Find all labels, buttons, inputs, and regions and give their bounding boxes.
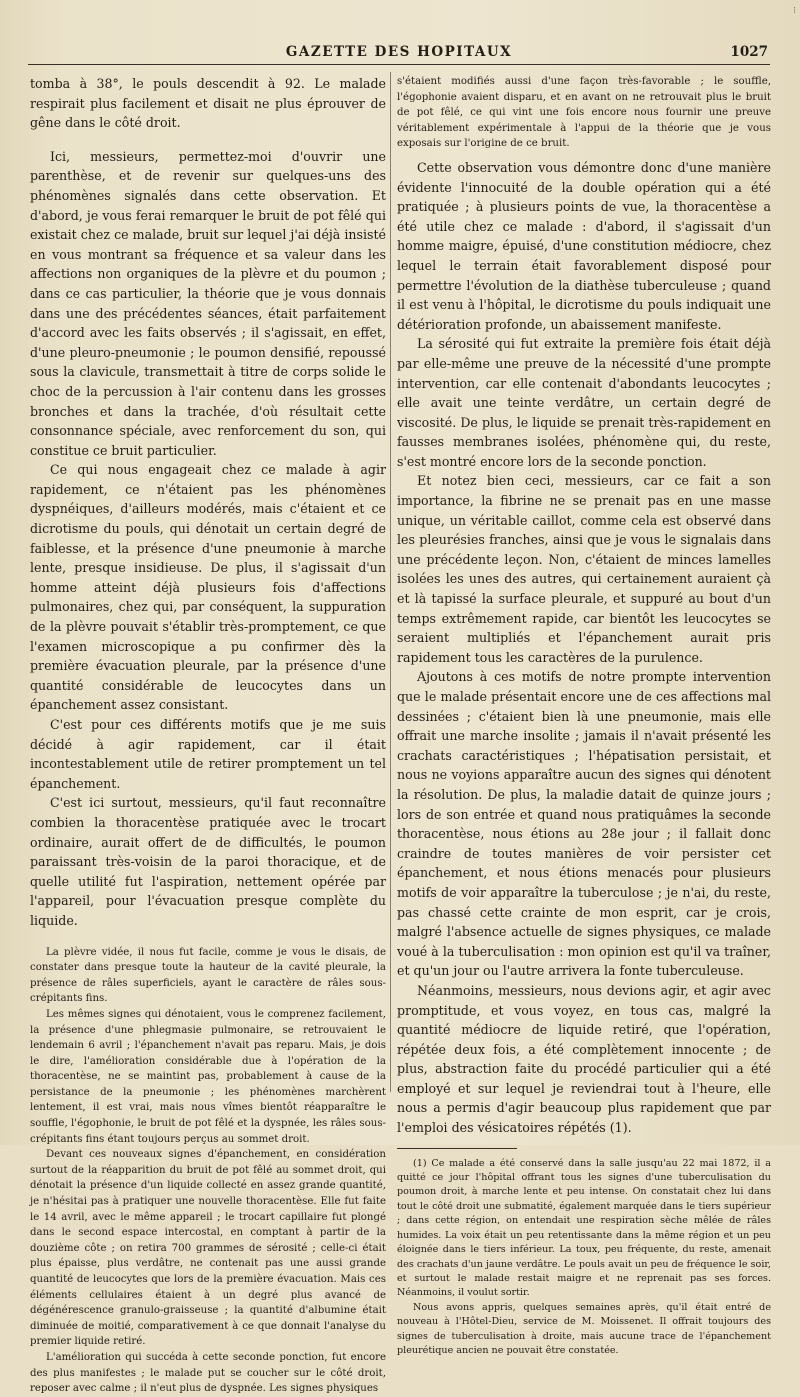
footnote-rule (397, 1148, 517, 1149)
paragraph: tomba à 38°, le pouls descendit à 92. Le malade respirait plus facilement et disait ne plus éprouver de gêne dans le côté droit. (30, 76, 386, 131)
paragraph: Ce qui nous engageait chez ce malade à agir rapidement, ce n'étaient pas les phénomènes dyspnéiques, d'ailleurs modérés, mais c'étaient et ce dicrotisme du pouls, qui dénotait un certain degré de faiblesse, et la présence d'une pneumonie à marche lente, presque insidieuse. De plus, il s'agissait d'un homme atteint déjà plusieurs fois d'affections pulmonaires, chez qui, par conséquent, la suppuration de la plèvre pouvait s'établir très-promptement, ce que l'examen microscopique a pu confirmer dès la première évacuation pleurale, par la présence d'une quantité considérable de leucocytes dans un épanchement assez consistant. (30, 462, 386, 713)
paragraph-small: Les mêmes signes qui dénotaient, vous le comprenez facilement, la présence d'une phlegmasie pulmonaire, se retrouvaient le lendemain 6 avril ; l'épanchement n'avait pas reparu. Mais, je dois le dire, l'amélioration considérable due à l'opération de la thoracentèse, ne se maintint pas, probablement à cause de la persistance de la pneumonie ; les phénomènes marchèrent lentement, il est vrai, mais nous vîmes bientôt réapparaître le souffle, l'égophonie, le bruit de pot fêlé et la dyspnée, les râles sous-crépitants fins étant toujours perçus au sommet droit. (30, 1008, 386, 1145)
paragraph-small: La plèvre vidée, il nous fut facile, comme je vous le disais, de constater dans presque toute la hauteur de la cavité pleurale, la présence de râles superficiels, ayant le caractère de râles sous-crépitants fins. (30, 946, 386, 1005)
paragraph: Cette observation vous démontre donc d'une manière évidente l'innocuité de la double opération qui a été pratiquée ; à plusieurs points de vue, la thoracentèse a été utile chez ce malade : d'abord, il s'agissait d'un homme maigre, épuisé, d'une constitution médiocre, chez lequel le terrain était favorablement disposé pour permettre l'évolution de la diathèse tuberculeuse ; quand il est venu à l'hôpital, le dicrotisme du pouls indiquait une détérioration profonde, un abaissement manifeste. (397, 159, 771, 332)
footnote: Nous avons appris, quelques semaines après, qu'il était entré de nouveau à l'Hôtel-Dieu, service de M. Moissenet. Il offrait toujours des signes de tuberculisation à droite, mais aucune trace de l'épanchement pleurétique ancien ne pouvait être constatée. (397, 1301, 771, 1356)
margin-mark: ⁝ (793, 6, 796, 16)
page-header (28, 44, 770, 65)
column-divider (390, 72, 391, 1092)
paragraph: C'est ici surtout, messieurs, qu'il faut reconnaître combien la thoracentèse pratiquée avec le trocart ordinaire, aurait offert de de difficultés, le poumon paraissant très-voisin de la paroi thoracique, et de quelle utilité fut l'aspiration, nettement opérée par l'appareil, pour l'évacuation presque complète du liquide. (30, 795, 386, 928)
page-number: 1027 (730, 44, 768, 60)
right-column (397, 74, 771, 1358)
journal-title: GAZETTE DES HOPITAUX (285, 44, 513, 60)
paragraph: Ici, messieurs, permettez-moi d'ouvrir une parenthèse, et de revenir sur quelques-uns des phénomènes signalés dans cette observation. Et d'abord, je vous ferai remarquer le bruit de pot fêlé qui existait chez ce malade, bruit sur lequel j'ai déjà insisté en vous montrant sa fréquence et sa valeur dans les affections non organiques de la plèvre et du poumon ; dans ce cas particulier, la théorie que je vous donnais dans une des précédentes séances, était parfaitement d'accord avec les faits observés ; il s'agissait, en effet, d'une pleuro-pneumonie ; le poumon densifié, repoussé sous la clavicule, transmettait à titre de corps solide le choc de la percussion à l'air contenu dans les grosses bronches et dans la trachée, d'où résultait cette consonnance spéciale, avec renforcement du son, qui constitue ce bruit particulier. (30, 148, 386, 458)
paragraph: C'est pour ces différents motifs que je me suis décidé à agir rapidement, car il était incontestablement utile de retirer promptement un tel épanchement. (30, 717, 386, 791)
paragraph: Ajoutons à ces motifs de notre prompte intervention que le malade présentait encore une de ces affections mal dessinées ; c'étaient bien là une pneumonie, mais elle offrait une marche insolite ; jamais il n'avait présenté les crachats caractéristiques ; l'hépatisation persistait, et nous ne voyions apparaître aucun des signes qui dénotent la résolution. De plus, la maladie datait de quinze jours ; lors de son entrée et quand nous pratiquâmes la seconde thoracentèse, nous étions au 28e jour ; il fallait donc craindre de toutes manières de voir persister cet épanchement, et nous étions menacés pour plusieurs motifs de voir apparaître la tuberculose ; je n'ai, du reste, pas chassé cette crainte de mon esprit, car je crois, malgré l'absence actuelle de signes physiques, ce malade voué à la tuberculisation : mon opinion est qu'il va traîner, et qu'un jour ou l'autre arrivera la fonte tuberculeuse. (397, 669, 771, 979)
left-column (30, 74, 386, 1397)
paragraph-small: Devant ces nouveaux signes d'épanchement, en considération surtout de la réapparition du bruit de pot fêlé au sommet droit, qui dénotait la présence d'un liquide collecté en assez grande quantité, je n'hésitai pas à pratiquer une nouvelle thoracentèse. Elle fut faite le 14 avril, avec le même appareil ; le trocart capillaire fut plongé dans le second espace intercostal, en comptant à partir de la douzième côte ; on retira 700 grammes de sérosité ; celle-ci était plus épaisse, plus verdâtre, ne contenait pas une aussi grande quantité de leucocytes que lors de la première évacuation. Mais ces éléments cellulaires étaient à un degré plus avancé de dégénérescence granulo-graisseuse ; la quantité d'albumine était diminuée de moitié, comparativement à ce que donnait l'analyse du premier liquide retiré. (30, 1149, 386, 1348)
paragraph: Néanmoins, messieurs, nous devions agir, et agir avec promptitude, et vous voyez, en tous cas, malgré la quantité médiocre de liquide retiré, que l'opération, répétée deux fois, a été complètement innocente ; de plus, abstraction faite du procédé particulier qui a été employé et sur lequel je reviendrai tout à l'heure, elle nous a permis d'agir beaucoup plus rapidement que par l'emploi des vésicatoires répétés (1). (397, 982, 771, 1136)
paragraph-small: s'étaient modifiés aussi d'une façon très-favorable ; le souffle, l'égophonie avaient disparu, et en avant on ne retrouvait plus le bruit de pot fêlé, ce qui vint une fois encore nous fournir une preuve véritablement expérimentale à l'appui de la théorie que je vous exposais sur l'origine de ce bruit. (397, 76, 771, 150)
paragraph: La sérosité qui fut extraite la première fois était déjà par elle-même une preuve de la nécessité d'une prompte intervention, car elle contenait d'abondants leucocytes ; elle avait une teinte verdâtre, un certain degré de viscosité. De plus, le liquide se prenait très-rapidement en fausses membranes isolées, phénomène qui, du reste, s'est montré encore lors de la seconde ponction. (397, 336, 771, 469)
footnote: (1) Ce malade a été conservé dans la salle jusqu'au 22 mai 1872, il a quitté ce jour l'hôpital offrant tous les signes d'une tuberculisation du poumon droit, à marche lente et peu intense. On constatait chez lui dans tout le côté droit une submatité, également marquée dans le tiers supérieur ; dans cette région, on entendait une respiration sèche mêlée de râles humides. La voix était un peu retentissante dans la même région et un peu éloignée dans le tiers inférieur. La toux, peu fréquente, du reste, amenait des crachats d'un jaune verdâtre. Le pouls avait un peu de fréquence le soir, et surtout le malade restait maigre et ne reprenait pas ses forces. Néanmoins, il voulut sortir. (397, 1157, 771, 1299)
paragraph: Et notez bien ceci, messieurs, car ce fait a son importance, la fibrine ne se prenait pas en une masse unique, un véritable caillot, comme cela est observé dans les pleurésies franches, ainsi que je vous le signalais dans une précédente leçon. Non, c'étaient de minces lamelles isolées les unes des autres, qui certainement auraient çà et là tapissé la surface pleurale, et suppuré au bout d'un temps extrêmement rapide, car bientôt les leucocytes se seraient multipliés et l'épanchement aurait pris rapidement tous les caractères de la purulence. (397, 473, 771, 665)
paragraph-small: L'amélioration qui succéda à cette seconde ponction, fut encore des plus manifestes ; le malade put se coucher sur le côté droit, reposer avec calme ; il n'eut plus de dyspnée. Les signes physiques (30, 1351, 386, 1395)
